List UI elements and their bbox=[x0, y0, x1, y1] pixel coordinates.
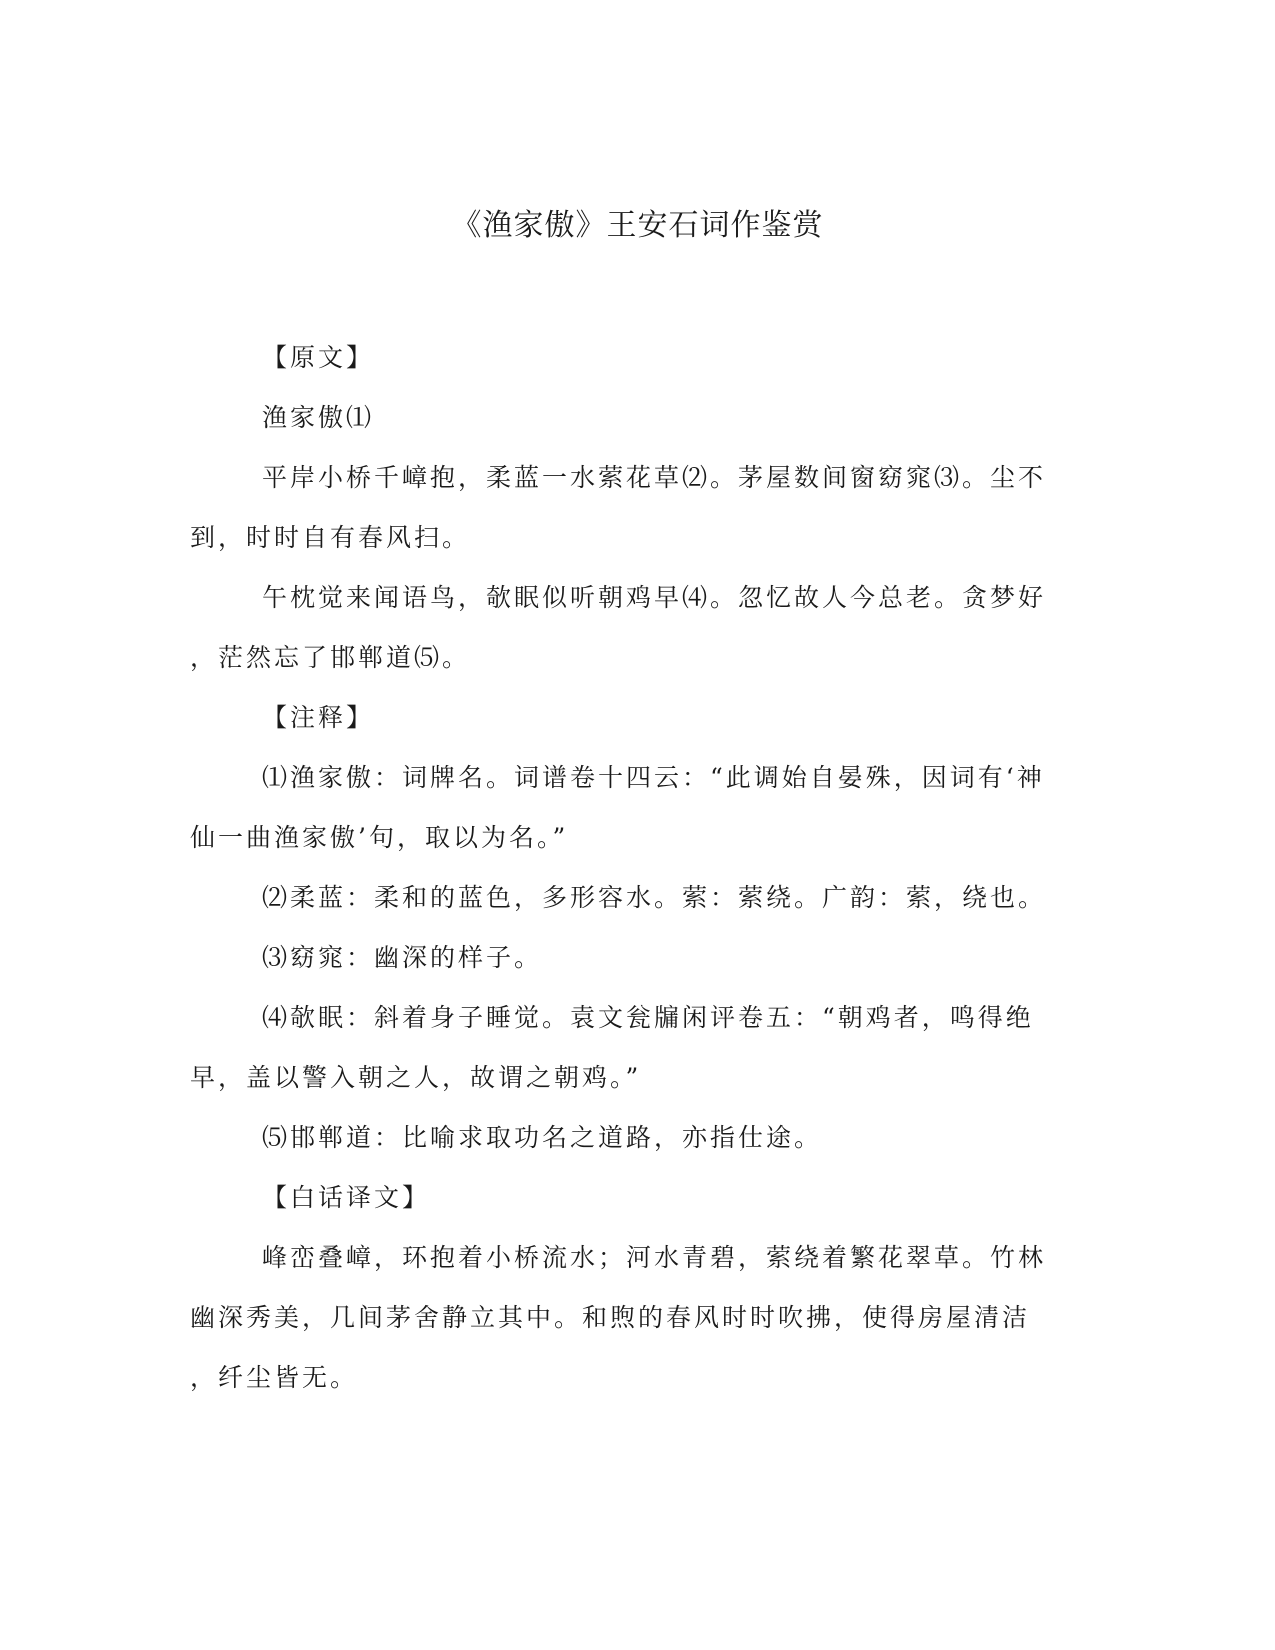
note-4a: ⑷欹眠：斜着身子睡觉。袁文瓮牖闲评卷五：“朝鸡者，鸣得绝 bbox=[262, 1003, 1034, 1032]
note-2: ⑵柔蓝：柔和的蓝色，多形容水。萦：萦绕。广韵：萦，绕也。 bbox=[262, 883, 1047, 912]
poem-line-2a: 午枕觉来闻语鸟，欹眠似听朝鸡早⑷。忽忆故人今总老。贪梦好 bbox=[262, 583, 1047, 612]
translation-line-3: ，纤尘皆无。 bbox=[190, 1363, 359, 1392]
note-4b: 早，盖以警入朝之人，故谓之朝鸡。” bbox=[190, 1063, 642, 1092]
document-body bbox=[190, 328, 1075, 1408]
note-1a: ⑴渔家傲：词牌名。词谱卷十四云：“此调始自晏殊，因词有‘神 bbox=[262, 763, 1045, 792]
poem-line-1b: 到，时时自有春风扫。 bbox=[190, 523, 471, 552]
poem-title: 渔家傲⑴ bbox=[262, 403, 375, 432]
note-5: ⑸邯郸道：比喻求取功名之道路，亦指仕途。 bbox=[262, 1123, 823, 1152]
page-title: 《渔家傲》王安石词作鉴赏 bbox=[451, 208, 824, 243]
poem-line-2b: ，茫然忘了邯郸道⑸。 bbox=[190, 643, 471, 672]
poem-line-1a: 平岸小桥千嶂抱，柔蓝一水萦花草⑵。茅屋数间窗窈窕⑶。尘不 bbox=[262, 463, 1047, 492]
section-heading-notes: 【注释】 bbox=[262, 703, 375, 732]
section-heading-original: 【原文】 bbox=[262, 343, 375, 372]
note-1b: 仙一曲渔家傲’句，取以为名。” bbox=[190, 823, 569, 852]
translation-line-1: 峰峦叠嶂，环抱着小桥流水；河水青碧，萦绕着繁花翠草。竹林 bbox=[262, 1243, 1047, 1272]
note-3: ⑶窈窕：幽深的样子。 bbox=[262, 943, 543, 972]
section-heading-translation: 【白话译文】 bbox=[262, 1183, 431, 1212]
translation-line-2: 幽深秀美，几间茅舍静立其中。和煦的春风时时吹拂，使得房屋清洁 bbox=[190, 1303, 1031, 1332]
